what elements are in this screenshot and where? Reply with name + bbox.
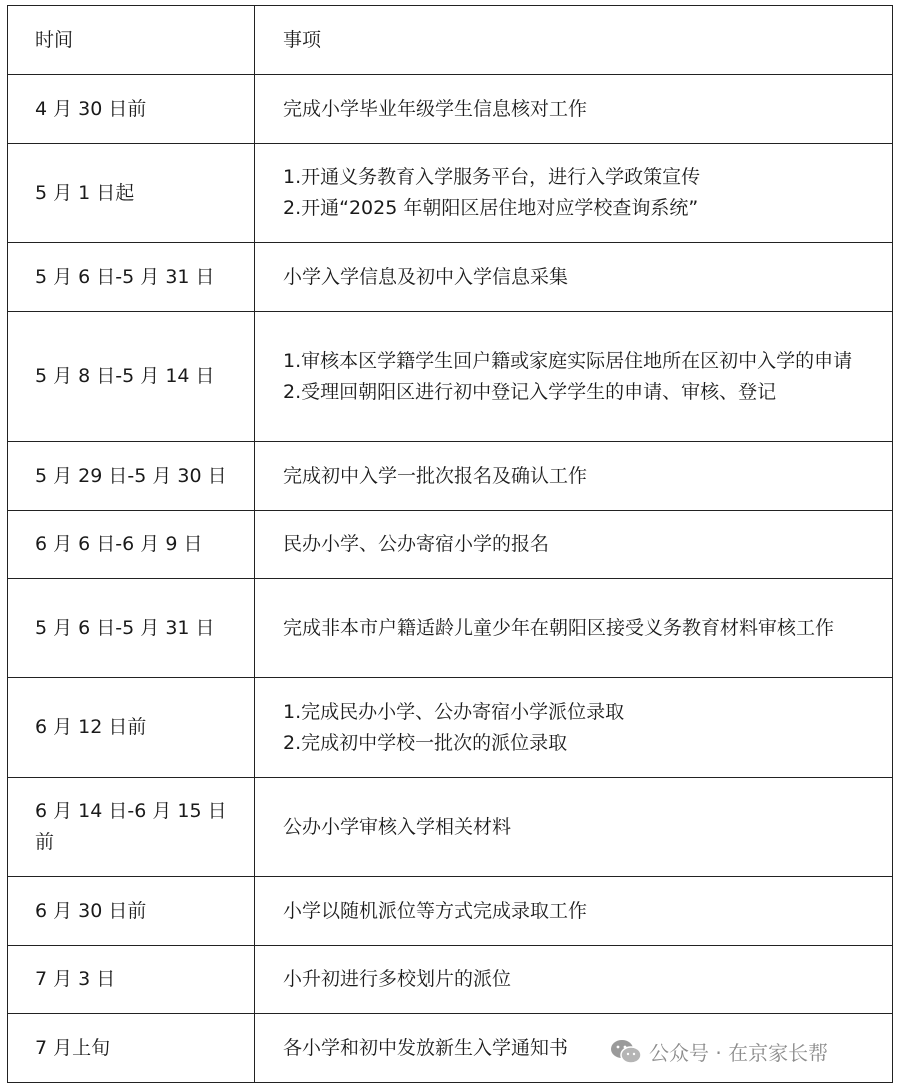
wechat-icon	[609, 1038, 643, 1066]
table-row	[8, 579, 893, 678]
item-line: 1.完成民办小学、公办寄宿小学派位录取	[283, 700, 625, 723]
table-row	[8, 243, 893, 312]
watermark	[605, 1035, 832, 1068]
item-line: 1.审核本区学籍学生回户籍或家庭实际居住地所在区初中入学的申请	[283, 349, 853, 372]
table-row	[8, 144, 893, 243]
item-line: 公办小学审核入学相关材料	[283, 815, 512, 838]
row-time: 7 月 3 日	[8, 946, 255, 1014]
item-line: 2.完成初中学校一批次的派位录取	[283, 731, 568, 754]
row-item	[255, 579, 893, 678]
table-row	[8, 442, 893, 511]
item-line: 小学以随机派位等方式完成录取工作	[283, 899, 588, 922]
row-time: 6 月 14 日-6 月 15 日前	[8, 778, 255, 877]
row-item	[255, 946, 893, 1014]
table-header-row	[8, 6, 893, 75]
item-line: 小升初进行多校划片的派位	[283, 968, 512, 990]
enrollment-schedule-table	[7, 5, 893, 1083]
row-time: 7 月上旬	[8, 1014, 255, 1083]
row-time: 5 月 8 日-5 月 14 日	[8, 312, 255, 442]
row-time: 5 月 6 日-5 月 31 日	[8, 243, 255, 312]
item-line: 2.开通“2025 年朝阳区居住地对应学校查询系统”	[283, 197, 699, 219]
row-item	[255, 243, 893, 312]
row-item	[255, 144, 893, 243]
row-item	[255, 442, 893, 511]
header-time: 时间	[8, 6, 255, 75]
table-row	[8, 946, 893, 1014]
row-time: 5 月 1 日起	[8, 144, 255, 243]
row-item	[255, 778, 893, 877]
header-item: 事项	[255, 6, 893, 75]
item-line: 完成小学毕业年级学生信息核对工作	[283, 97, 588, 120]
table-row	[8, 511, 893, 579]
table-row	[8, 678, 893, 778]
row-item	[255, 312, 893, 442]
item-line: 2.受理回朝阳区进行初中登记入学学生的申请、审核、登记	[283, 380, 777, 403]
watermark-text: 公众号 · 在京家长帮	[649, 1041, 829, 1065]
item-line: 完成非本市户籍适龄儿童少年在朝阳区接受义务教育材料审核工作	[283, 616, 835, 639]
item-line: 完成初中入学一批次报名及确认工作	[283, 464, 588, 487]
row-time: 6 月 12 日前	[8, 678, 255, 778]
row-time: 4 月 30 日前	[8, 75, 255, 144]
row-item	[255, 877, 893, 946]
table-row	[8, 312, 893, 442]
table-row	[8, 778, 893, 877]
row-item	[255, 75, 893, 144]
row-time: 6 月 30 日前	[8, 877, 255, 946]
item-line: 1.开通义务教育入学服务平台，进行入学政策宣传	[283, 166, 701, 188]
item-line: 各小学和初中发放新生入学通知书	[283, 1036, 569, 1059]
item-line: 小学入学信息及初中入学信息采集	[283, 265, 569, 288]
row-item	[255, 678, 893, 778]
table-row	[8, 75, 893, 144]
row-time: 5 月 29 日-5 月 30 日	[8, 442, 255, 511]
item-line: 民办小学、公办寄宿小学的报名	[283, 533, 550, 555]
row-time: 6 月 6 日-6 月 9 日	[8, 511, 255, 579]
table-row	[8, 877, 893, 946]
row-time: 5 月 6 日-5 月 31 日	[8, 579, 255, 678]
row-item	[255, 511, 893, 579]
